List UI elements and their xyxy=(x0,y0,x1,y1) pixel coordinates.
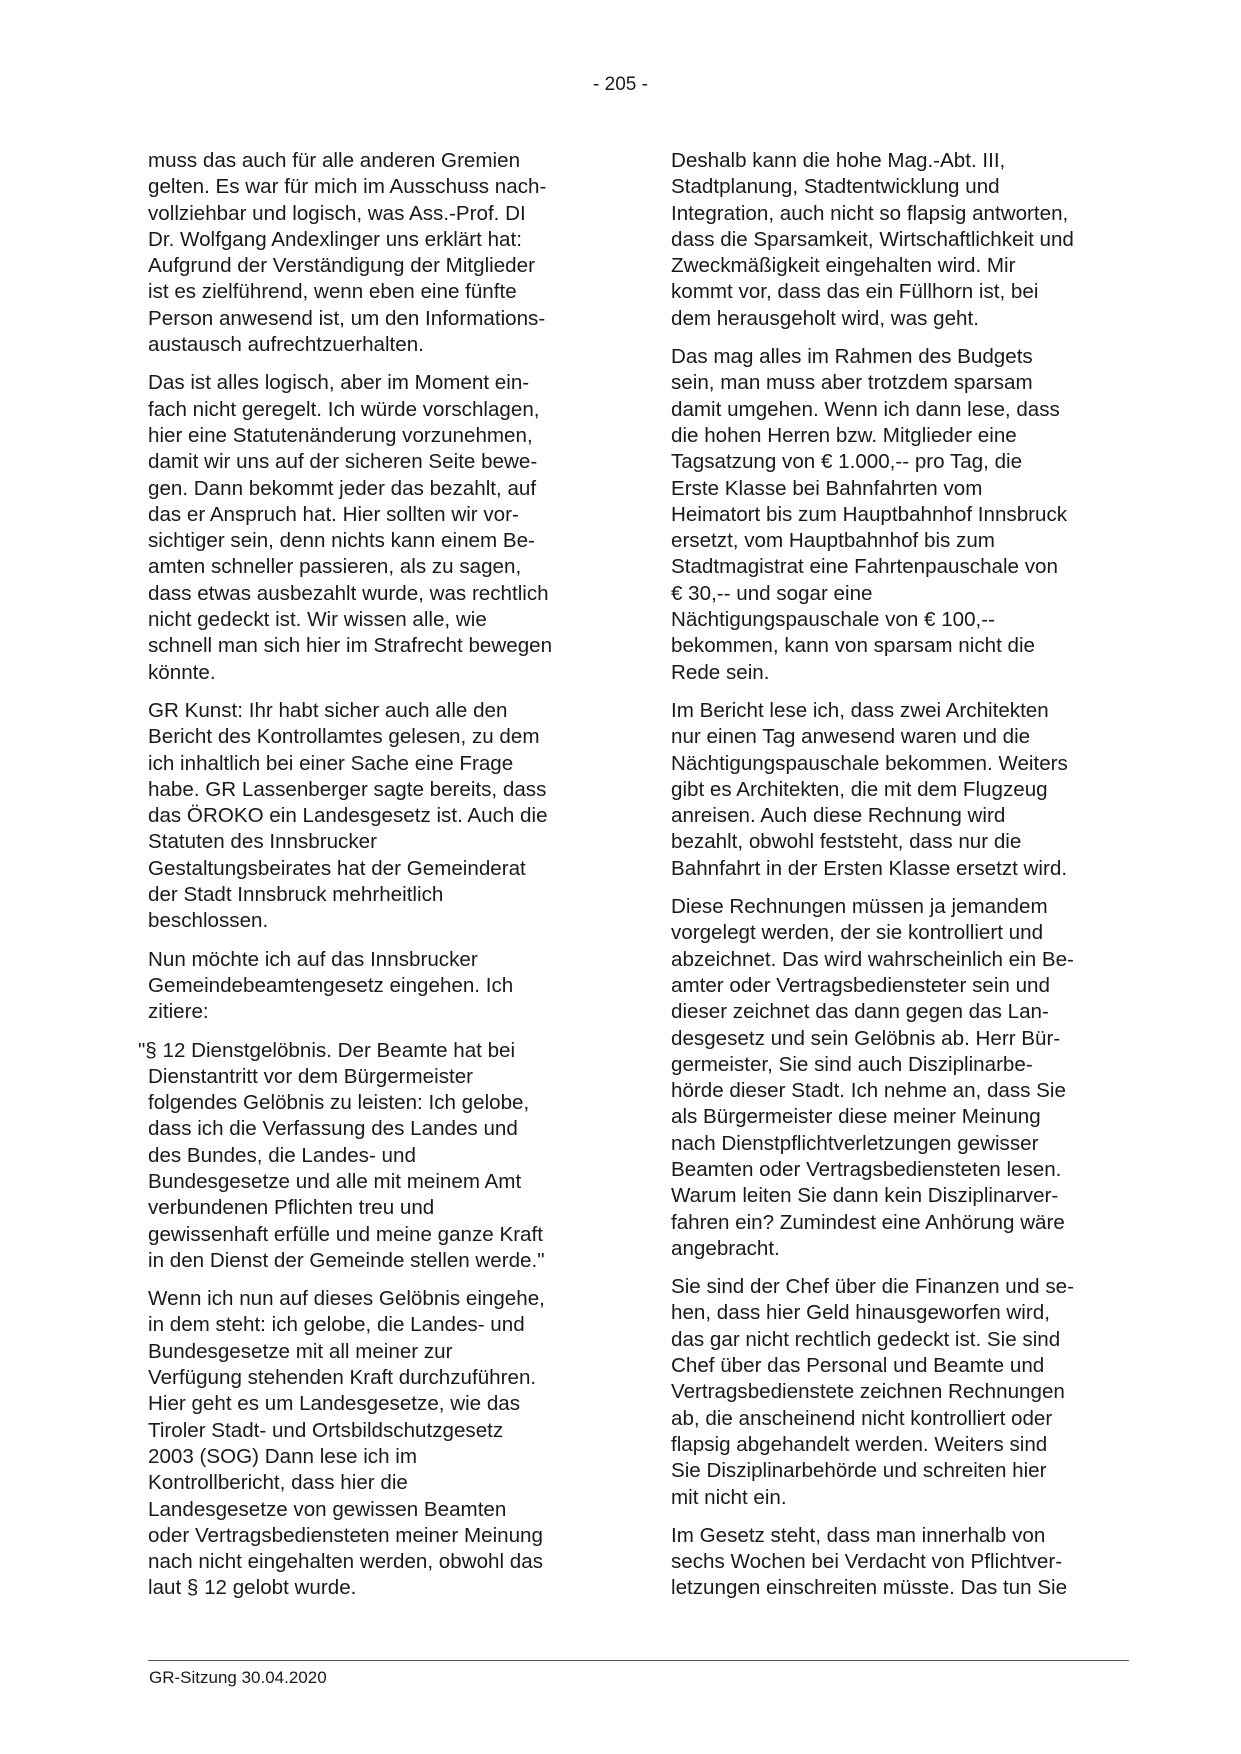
text-line: Nächtigungspauschale bekommen. Weiters xyxy=(671,751,1068,775)
text-line: in den Dienst der Gemeinde stellen werde." xyxy=(148,1248,545,1272)
text-line: fach nicht geregelt. Ich würde vorschlagen, xyxy=(148,397,540,421)
text-line: der Stadt Innsbruck mehrheitlich xyxy=(148,883,444,907)
text-line: vollziehbar und logisch, was Ass.-Prof. DI xyxy=(148,201,526,225)
text-line: Gestaltungsbeirates hat der Gemeinderat xyxy=(148,856,526,880)
text-line: zitiere: xyxy=(148,1000,209,1024)
text-line: ich inhaltlich bei einer Sache eine Frage xyxy=(148,751,514,775)
text-line: Bundesgesetze mit all meiner zur xyxy=(148,1339,453,1363)
text-line: Tagsatzung von € 1.000,-- pro Tag, die xyxy=(671,450,1023,474)
text-line: letzungen einschreiten müsste. Das tun Sie xyxy=(671,1576,1068,1600)
text-line: Bericht des Kontrollamtes gelesen, zu dem xyxy=(148,725,540,749)
text-line: nicht gedeckt ist. Wir wissen alle, wie xyxy=(148,608,487,632)
text-line: angebracht. xyxy=(671,1236,780,1260)
text-line: "§ 12 Dienstgelöbnis. Der Beamte hat bei xyxy=(138,1038,516,1062)
text-line: fahren ein? Zumindest eine Anhörung wäre xyxy=(671,1210,1065,1234)
text-line: oder Vertragsbediensteten meiner Meinung xyxy=(148,1523,543,1547)
text-line: Vertragsbedienstete zeichnen Rechnungen xyxy=(671,1380,1065,1404)
footer-divider xyxy=(148,1660,1129,1661)
text-line: Das mag alles im Rahmen des Budgets xyxy=(671,345,1033,369)
text-line: Hier geht es um Landesgesetze, wie das xyxy=(148,1392,521,1416)
text-line: dass etwas ausbezahlt wurde, was rechtlich xyxy=(148,581,549,605)
text-line: dass ich die Verfassung des Landes und xyxy=(148,1117,518,1141)
text-line: sein, man muss aber trotzdem sparsam xyxy=(671,371,1033,395)
text-line: Deshalb kann die hohe Mag.-Abt. III, xyxy=(671,149,1006,172)
text-line: Dienstantritt vor dem Bürgermeister xyxy=(148,1064,474,1088)
text-line: Aufgrund der Verständigung der Mitglieder xyxy=(148,254,535,278)
paragraph xyxy=(148,148,610,358)
text-line: damit wir uns auf der sicheren Seite bewe- xyxy=(148,450,538,474)
text-line: Stadtmagistrat eine Fahrtenpauschale von xyxy=(671,555,1058,579)
text-line: dem herausgeholt wird, was geht. xyxy=(671,306,979,330)
text-line: nach nicht eingehalten werden, obwohl das xyxy=(148,1550,543,1574)
text-line: Im Bericht lese ich, dass zwei Architekten xyxy=(671,698,1049,722)
text-line: Beamten oder Vertragsbediensteten lesen. xyxy=(671,1157,1062,1181)
text-line: Bahnfahrt in der Ersten Klasse ersetzt wird. xyxy=(671,856,1068,880)
text-line: Zweckmäßigkeit eingehalten wird. Mir xyxy=(671,254,1016,278)
paragraph xyxy=(148,1286,610,1602)
paragraph xyxy=(148,370,610,686)
text-line: ab, die anscheinend nicht kontrolliert oder xyxy=(671,1406,1053,1430)
text-line: hier eine Statutenänderung vorzunehmen, xyxy=(148,423,533,447)
text-line: nur einen Tag anwesend waren und die xyxy=(671,725,1031,749)
text-line: flapsig abgehandelt werden. Weiters sind xyxy=(671,1432,1048,1456)
text-line: laut § 12 gelobt wurde. xyxy=(148,1576,357,1600)
text-line: Landesgesetze von gewissen Beamten xyxy=(148,1497,507,1521)
text-line: Erste Klasse bei Bahnfahrten vom xyxy=(671,476,983,500)
text-line: Wenn ich nun auf dieses Gelöbnis eingehe, xyxy=(148,1287,545,1311)
text-line: Im Gesetz steht, dass man innerhalb von xyxy=(671,1523,1046,1547)
paragraph xyxy=(671,894,1131,1262)
text-line: sechs Wochen bei Verdacht von Pflichtver- xyxy=(671,1550,1063,1574)
text-line: Nun möchte ich auf das Innsbrucker xyxy=(148,947,478,971)
quote-paragraph xyxy=(138,1038,610,1275)
text-line: € 30,-- und sogar eine xyxy=(671,581,873,605)
text-line: Person anwesend ist, um den Informations- xyxy=(148,306,546,330)
paragraph xyxy=(671,698,1131,882)
text-line: die hohen Herren bzw. Mitglieder eine xyxy=(671,423,1017,447)
text-line: Stadtplanung, Stadtentwicklung und xyxy=(671,175,1000,199)
text-line: schnell man sich hier im Strafrecht bewegen xyxy=(148,634,553,658)
paragraph xyxy=(148,947,610,1026)
right-column xyxy=(671,148,1131,1614)
text-line: ist es zielführend, wenn eben eine fünfte xyxy=(148,280,517,304)
text-line: germeister, Sie sind auch Disziplinarbe- xyxy=(671,1052,1033,1076)
text-line: hörde dieser Stadt. Ich nehme an, dass Sie xyxy=(671,1079,1066,1103)
text-line: Verfügung stehenden Kraft durchzuführen. xyxy=(148,1366,537,1390)
text-line: vorgelegt werden, der sie kontrolliert und xyxy=(671,921,1044,945)
text-line: Das ist alles logisch, aber im Moment ein- xyxy=(148,371,530,395)
text-line: Dr. Wolfgang Andexlinger uns erklärt hat: xyxy=(148,227,522,251)
text-line: Warum leiten Sie dann kein Disziplinarver- xyxy=(671,1184,1059,1208)
text-line: Chef über das Personal und Beamte und xyxy=(671,1354,1045,1378)
text-line: hen, dass hier Geld hinausgeworfen wird, xyxy=(671,1301,1050,1325)
text-line: Heimatort bis zum Hauptbahnhof Innsbruck xyxy=(671,502,1068,526)
footer-text: GR-Sitzung 30.04.2020 xyxy=(149,1668,327,1687)
text-line: Sie sind der Chef über die Finanzen und se- xyxy=(671,1275,1074,1299)
text-line: Tiroler Stadt- und Ortsbildschutzgesetz xyxy=(148,1418,504,1442)
text-line: Gemeindebeamtengesetz eingehen. Ich xyxy=(148,973,514,997)
text-line: gewissenhaft erfülle und meine ganze Kraft xyxy=(148,1222,543,1246)
text-line: amter oder Vertragsbediensteter sein und xyxy=(671,973,1050,997)
text-line: das er Anspruch hat. Hier sollten wir vor- xyxy=(148,502,519,526)
text-line: Diese Rechnungen müssen ja jemandem xyxy=(671,895,1048,919)
text-line: austausch aufrechtzuerhalten. xyxy=(148,333,424,357)
text-line: gen. Dann bekommt jeder das bezahlt, auf xyxy=(148,476,537,500)
text-line: bekommen, kann von sparsam nicht die xyxy=(671,634,1036,658)
text-line: damit umgehen. Wenn ich dann lese, dass xyxy=(671,397,1060,421)
text-line: GR Kunst: Ihr habt sicher auch alle den xyxy=(148,698,508,722)
text-line: abzeichnet. Das wird wahrscheinlich ein Be- xyxy=(671,947,1074,971)
text-line: dass die Sparsamkeit, Wirtschaftlichkeit und xyxy=(671,227,1074,251)
text-line: desgesetz und sein Gelöbnis ab. Herr Bür- xyxy=(671,1026,1061,1050)
text-line: des Bundes, die Landes- und xyxy=(148,1143,416,1167)
text-line: nach Dienstpflichtverletzungen gewisser xyxy=(671,1131,1039,1155)
paragraph xyxy=(671,148,1131,332)
paragraph xyxy=(148,698,610,935)
text-line: Integration, auch nicht so flapsig antworten, xyxy=(671,201,1069,225)
paragraph xyxy=(671,1274,1131,1511)
text-line: kommt vor, dass das ein Füllhorn ist, bei xyxy=(671,280,1039,304)
text-line: dieser zeichnet das dann gegen das Lan- xyxy=(671,1000,1049,1024)
text-line: Bundesgesetze und alle mit meinem Amt xyxy=(148,1169,522,1193)
paragraph xyxy=(671,344,1131,686)
page-number: - 205 - xyxy=(593,74,648,95)
text-line: habe. GR Lassenberger sagte bereits, dass xyxy=(148,777,547,801)
text-line: in dem steht: ich gelobe, die Landes- und xyxy=(148,1313,525,1337)
text-line: beschlossen. xyxy=(148,909,269,933)
text-line: Kontrollbericht, dass hier die xyxy=(148,1471,408,1495)
text-line: gelten. Es war für mich im Ausschuss nach- xyxy=(148,175,547,199)
text-line: Statuten des Innsbrucker xyxy=(148,830,377,854)
text-line: Nächtigungspauschale von € 100,-- xyxy=(671,608,995,632)
text-line: könnte. xyxy=(148,660,216,684)
text-line: folgendes Gelöbnis zu leisten: Ich gelobe, xyxy=(148,1091,530,1115)
text-line: das gar nicht rechtlich gedeckt ist. Sie sind xyxy=(671,1327,1061,1351)
left-column xyxy=(138,148,610,1614)
text-line: verbundenen Pflichten treu und xyxy=(148,1196,435,1220)
text-line: ersetzt, vom Hauptbahnhof bis zum xyxy=(671,529,995,553)
text-line: gibt es Architekten, die mit dem Flugzeug xyxy=(671,777,1048,801)
text-line: amten schneller passieren, als zu sagen, xyxy=(148,555,522,579)
text-line: Rede sein. xyxy=(671,660,770,684)
text-line: Sie Disziplinarbehörde und schreiten hier xyxy=(671,1459,1047,1483)
text-line: muss das auch für alle anderen Gremien xyxy=(148,149,521,172)
text-line: 2003 (SOG) Dann lese ich im xyxy=(148,1444,417,1468)
paragraph xyxy=(671,1523,1131,1602)
text-line: als Bürgermeister diese meiner Meinung xyxy=(671,1105,1041,1129)
text-line: mit nicht ein. xyxy=(671,1485,787,1509)
text-line: das ÖROKO ein Landesgesetz ist. Auch die xyxy=(148,804,548,828)
text-line: bezahlt, obwohl feststeht, dass nur die xyxy=(671,830,1022,854)
text-line: sichtiger sein, denn nichts kann einem Be- xyxy=(148,529,535,553)
text-line: anreisen. Auch diese Rechnung wird xyxy=(671,804,1006,828)
